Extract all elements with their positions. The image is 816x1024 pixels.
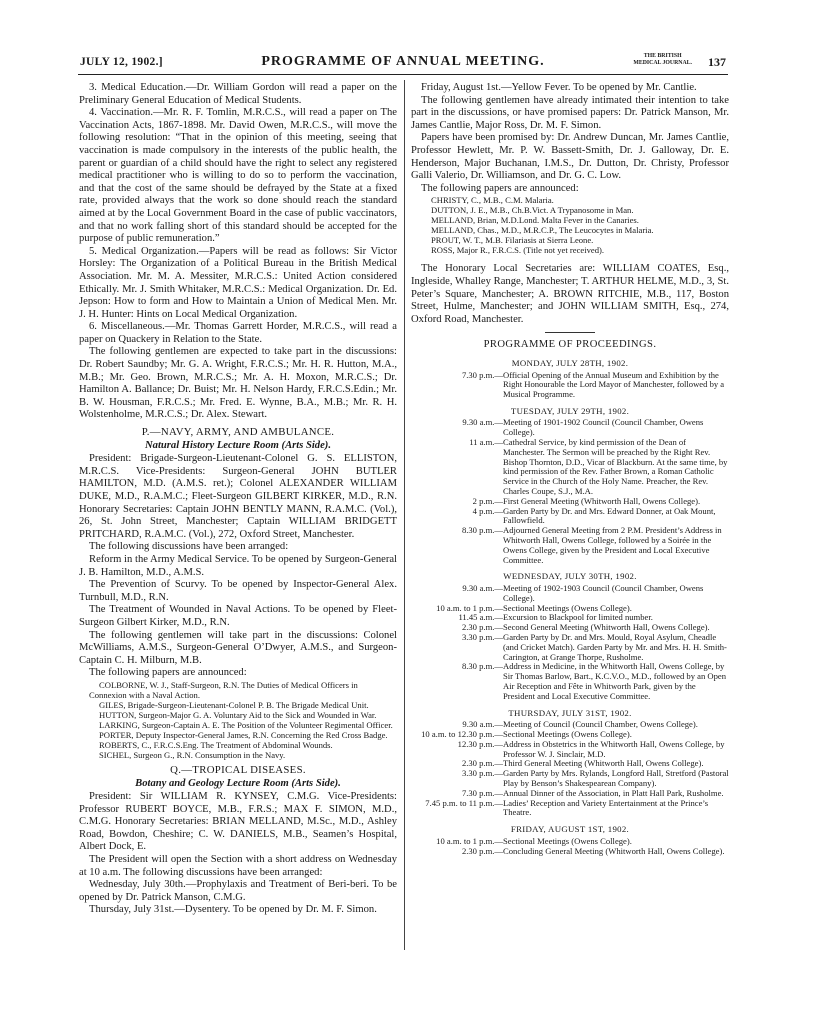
programme-event xyxy=(411,507,729,527)
programme-event xyxy=(411,799,729,819)
event-time: 12.30 p.m.— xyxy=(457,738,503,749)
programme-event xyxy=(411,847,729,857)
paper-entry: DUTTON, J. E., M.B., Ch.B.Vict. A Trypanosome in Man. xyxy=(431,205,634,216)
section-p-papers-intro: The following papers are announced: xyxy=(89,667,247,679)
event-description: Sectional Meetings (Owens College). xyxy=(503,728,632,739)
event-time: 8.30 p.m.— xyxy=(461,661,503,672)
event-time: 7.30 p.m.— xyxy=(461,787,503,798)
event-description: Sectional Meetings (Owens College). xyxy=(503,602,632,613)
event-time: 9.30 a.m.— xyxy=(462,583,503,594)
event-time: 7.30 p.m.— xyxy=(461,369,503,380)
event-description: Concluding General Meeting (Whitworth Hall, Owens College). xyxy=(503,845,725,856)
event-time: 2.30 p.m.— xyxy=(461,845,503,856)
section-q-promised-papers: Papers have been promised by: Dr. Andrew Duncan, Mr. James Cantlie, Professor Hewlett, Mr. P. W. Bassett-Smith, Dr. J. Galloway, Dr. E. Henderson, Major Buchanan, I.M.S., Dr. Dutton, Dr. Christy, Professor Galli Valerio, Dr. Williamson, and Dr. G. C. Low. xyxy=(411,132,729,182)
left-column xyxy=(79,82,397,917)
event-description: Address in Medicine, in the Whitworth Hall, Owens College, by Sir Thomas Barlow, Bart., K.C.V.O., M.D., followed by an Open Air Reception and Fête in Whitworth Park, given by the President and Local Executive Committee. xyxy=(503,661,727,701)
event-time: 10 a.m. to 1 p.m.— xyxy=(436,835,503,846)
event-description: Sectional Meetings (Owens College). xyxy=(503,835,632,846)
programme-day-heading: MONDAY, JULY 28TH, 1902. xyxy=(511,357,629,368)
programme-of-proceedings xyxy=(411,357,729,856)
section-p-discussions-intro: The following discussions have been arranged: xyxy=(89,541,289,553)
section-p-discussion-3: The Treatment of Wounded in Naval Actions. To be opened by Fleet-Surgeon Gilbert Kirker, M.D., R.N. xyxy=(79,604,397,628)
section-q-wednesday: Wednesday, July 30th.—Prophylaxis and Treatment of Beri-beri. To be opened by Dr. Patrick Manson, C.M.G. xyxy=(79,879,397,903)
programme-event xyxy=(411,740,729,760)
paragraph-medical-education: 3. Medical Education.—Dr. William Gordon will read a paper on the Preliminary General Education of Medical Students. xyxy=(79,82,397,106)
section-p-title: P.—NAVY, ARMY, AND AMBULANCE. xyxy=(141,426,335,439)
event-description: Garden Party by Mrs. Rylands, Longford Hall, Stretford (Pastoral Play by Benson’s Shakespearean Company). xyxy=(503,768,729,788)
event-time: 8.30 p.m.— xyxy=(461,525,503,536)
event-description: Excursion to Blackpool for limited number. xyxy=(503,612,653,623)
page-number: 137 xyxy=(708,55,726,69)
section-p-officers: President: Brigade-Surgeon-Lieutenant-Colonel G. S. ELLISTON, M.R.C.S. Vice-Presidents: Surgeon-General JOHN BUTLER HAMILTON, M.D. (A.M.S. ret.); Colonel ALEXANDER WILLIAM DUKE, M.D., R.A.M.C.; Fleet-Surgeon GILBERT KIRKER, M.D., R.N. Honorary Secretaries: Captain JOHN BENTLY MANN, R.A.M.C. (Vol.), 26, St. John Street, Manchester; Captain WILLIAM BRIDGETT PRITCHARD, R.A.M.C. (Vol.), 272, Oxford Street, Manchester. xyxy=(79,453,397,540)
event-description: Ladies’ Reception and Variety Entertainment at the Prince’s Theatre. xyxy=(503,797,709,818)
event-description: Third General Meeting (Whitworth Hall, Owens College). xyxy=(503,758,704,769)
event-time: 9.30 a.m.— xyxy=(462,417,503,428)
event-description: Annual Dinner of the Association, in Platt Hall Park, Rusholme. xyxy=(503,787,724,798)
event-time: 7.45 p.m. to 11 p.m.— xyxy=(425,797,503,808)
event-description: Cathedral Service, by kind permission of the Dean of Manchester. The Sermon will be preached by the Right Rev. Bishop Thornton, D.D., Vicar of Blackburn. At the same time, by kind permission of the Rev. Father Brown, a Roman Catholic Service in the Church of the Holy Name. Preacher, the Rev. Charles Coupe, S.J., M.A. xyxy=(503,437,728,497)
section-p-discussion-1: Reform in the Army Medical Service. To be opened by Surgeon-General J. B. Hamilton, M.D., A.M.S. xyxy=(79,553,397,578)
paper-entry: HUTTON, Surgeon-Major G. A. Voluntary Aid to the Sick and Wounded in War. xyxy=(99,709,377,720)
programme-event xyxy=(411,662,729,701)
paper-entry: MELLAND, Brian, M.D.Lond. Malta Fever in the Canaries. xyxy=(431,215,639,226)
paragraph-vaccination: 4. Vaccination.—Mr. R. F. Tomlin, M.R.C.S., will read a paper on The Vaccination Acts, 1867-1898. Mr. David Owen, M.R.C.S., will move the following resolution: “That in the opinion of this meeting, seeing that vaccination is made compulsory in the interests of the public health, the parent or guardian of a child should have the right to select any registered medical practitioner who is willing to do so to perform the vaccination, and that the cost of the same should be defrayed by the State at a fixed rate, provided always that the work so done should reach the standard aimed at by the Local Government Board in the case of public vaccinators, and that no work falling short of this standard should be accepted for the purpose of public remuneration.” xyxy=(79,107,397,245)
right-column xyxy=(411,82,729,856)
column-divider xyxy=(404,80,405,950)
header-title: PROGRAMME OF ANNUAL MEETING. xyxy=(261,54,545,69)
event-time: 11.45 a.m.— xyxy=(458,612,503,623)
event-description: Address in Obstetrics in the Whitworth Hall, Owens College, by Professor W. J. Sinclair, M.D. xyxy=(503,738,725,759)
event-time: 2.30 p.m.— xyxy=(461,758,503,769)
programme-day-heading: FRIDAY, AUGUST 1ST, 1902. xyxy=(510,824,630,835)
event-description: Meeting of 1901-1902 Council (Council Chamber, Owens College). xyxy=(503,417,704,438)
event-time: 10 a.m. to 1 p.m.— xyxy=(436,602,503,613)
programme-event xyxy=(411,418,729,438)
journal-name xyxy=(633,53,692,67)
event-time: 2.30 p.m.— xyxy=(461,622,503,633)
event-description: Garden Party by Dr. and Mrs. Edward Donner, at Oak Mount, Fallowfield. xyxy=(503,505,716,526)
journal-line-2: MEDICAL JOURNAL. xyxy=(633,60,692,66)
header-date: JULY 12, 1902.] xyxy=(80,56,163,68)
event-description: Adjourned General Meeting from 2 P.M. President’s Address in Whitworth Hall, Owens College, followed by a Soirée in the Owens College, given by the President and Local Executive Committee. xyxy=(503,525,722,565)
section-p-paper-list xyxy=(79,680,397,760)
section-p-discussion-2: The Prevention of Scurvy. To be opened by Inspector-General Alex. Turnbull, M.D., R.N. xyxy=(79,579,397,603)
local-secretaries: The Honorary Local Secretaries are: WILLIAM COATES, Esq., Ingleside, Whalley Range, Manchester; T. ARTHUR HELME, M.D., 3, St. Peter’s Square, Manchester; A. BROWN RITCHIE, M.B., 117, Boston Street, Hulme, Manchester; and JOHN WILLIAM SMITH, Esq., 274, Oxford Road, Manchester. xyxy=(411,263,729,325)
event-time: 3.30 p.m.— xyxy=(461,632,503,643)
paragraph-discussants: The following gentlemen are expected to take part in the discussions: Dr. Robert Saundby; Mr. G. A. Wright, F.R.C.S.; Mr. H. R. Hutton, M.A., M.B.; Mr. Geo. Brown, M.R.C.S.; Mr. A. H. Moxon, M.R.C.S.; Dr. Hamilton A. Ballance; Dr. Buist; Mr. H. Nelson Hardy, F.R.C.S.Edin.; Mr. B. W. Housman, F.R.C.S.; Mr. Fred. E. Wynne, B.A., M.B.; Mr. R. H. Wolstenholme, M.R.C.S.; Dr. Alex. Stewart. xyxy=(79,346,397,421)
section-q-friday: Friday, August 1st.—Yellow Fever. To be opened by Mr. Cantlie. xyxy=(421,82,697,93)
programme-day-heading: THURSDAY, JULY 31ST, 1902. xyxy=(508,707,632,718)
event-description: First General Meeting (Whitworth Hall, Owens College). xyxy=(503,495,701,506)
section-p-participants: The following gentlemen will take part in the discussions: Colonel McWilliams, A.M.S., Surgeon-General O’Dwyer, A.M.S., and Surgeon-Captain C. H. Milburn, M.B. xyxy=(79,629,397,666)
event-time: 11 a.m.— xyxy=(469,437,503,448)
section-p-room: Natural History Lecture Room (Arts Side). xyxy=(145,439,331,451)
section-q-officers: President: Sir WILLIAM R. KYNSEY, C.M.G. Vice-Presidents: Professor RUBERT BOYCE, M.B., F.R.S.; MAX F. SIMON, M.D., C.M.G. Honorary Secretaries: BRIAN MELLAND, M.Sc., M.D., Ashley Road, Bowdon, Cheshire; C. W. DANIELS, M.B., Seamen’s Hospital, Albert Dock, E. xyxy=(79,791,397,853)
programme-event xyxy=(411,438,729,497)
event-time: 10 a.m. to 12.30 p.m.— xyxy=(421,728,503,739)
section-q-thursday: Thursday, July 31st.—Dysentery. To be opened by Dr. M. F. Simon. xyxy=(89,904,377,916)
section-q-papers-intro: The following papers are announced: xyxy=(421,182,579,194)
programme-event xyxy=(411,633,729,662)
section-q-title: Q.—TROPICAL DISEASES. xyxy=(170,763,306,776)
paragraph-miscellaneous: 6. Miscellaneous.—Mr. Thomas Garrett Horder, M.R.C.S., will read a paper on Quackery in Relation to the State. xyxy=(79,321,397,345)
paragraph-medical-organization: 5. Medical Organization.—Papers will be read as follows: Sir Victor Horsley: The Organization of a Political Bureau in the British Medical Association. Mr. M. A. Messiter, M.R.C.S.: United Action considered Ethically. Mr. J. Smith Whitaker, M.R.C.S.: Medical Organization. Dr. Ed. Jepson: How to form and How to Maintain a Union of Medical Men. Mr. J. H. Hunter: Hints on Local Medical Organization. xyxy=(79,245,397,320)
journal-line-1: THE BRITISH xyxy=(643,53,682,59)
programme-title: PROGRAMME OF PROCEEDINGS. xyxy=(483,339,657,351)
programme-event xyxy=(411,584,729,604)
event-time: 3.30 p.m.— xyxy=(461,768,503,779)
programme-day-heading: WEDNESDAY, JULY 30TH, 1902. xyxy=(503,571,637,582)
event-description: Second General Meeting (Whitworth Hall, Owens College). xyxy=(503,622,710,633)
section-q-paper-list xyxy=(411,195,729,255)
event-description: Meeting of Council (Council Chamber, Owens College). xyxy=(503,719,698,730)
event-description: Garden Party by Dr. and Mrs. Mould, Royal Asylum, Cheadle (and Cricket Match). Garden Party by Mr. and Mrs. H. H. Smith-Carington, at Grange Thorpe, Rusholme. xyxy=(503,632,727,662)
programme-day-heading: TUESDAY, JULY 29TH, 1902. xyxy=(510,405,630,416)
section-q-room: Botany and Geology Lecture Room (Arts Side). xyxy=(135,777,341,789)
paper-entry: COLBORNE, W. J., Staff-Surgeon, R.N. The Duties of Medical Officers in Connexion with a Naval Action. xyxy=(89,679,358,700)
page-header xyxy=(78,52,728,75)
paper-entry: CHRISTY, C., M.B., C.M. Malaria. xyxy=(431,195,554,206)
paper-entry: ROBERTS, C., F.R.C.S.Eng. The Treatment of Abdominal Wounds. xyxy=(99,739,333,750)
event-description: Meeting of 1902-1903 Council (Council Chamber, Owens College). xyxy=(503,583,704,603)
event-time: 9.30 a.m.— xyxy=(462,719,503,730)
programme-event xyxy=(411,371,729,400)
event-time: 4 p.m.— xyxy=(472,505,503,516)
paper-entry: SICHEL, Surgeon G., R.N. Consumption in the Navy. xyxy=(99,749,286,760)
event-description: Official Opening of the Annual Museum and Exhibition by the Right Honourable the Lord Mayor of Manchester, followed by a Musical Programme. xyxy=(503,369,725,400)
section-q-opening: The President will open the Section with a short address on Wednesday at 10 a.m. The following discussions have been arranged: xyxy=(79,854,397,878)
section-q-participants: The following gentlemen have already intimated their intention to take part in the discussions, or have promised papers: Dr. Patrick Manson, Mr. James Cantlie, Major Ross, Dr. M. F. Simon. xyxy=(411,94,729,131)
event-time: 2 p.m.— xyxy=(472,495,503,506)
paper-entry: GILES, Brigade-Surgeon-Lieutenant-Colonel P. B. The Brigade Medical Unit. xyxy=(99,699,369,710)
programme-event xyxy=(411,769,729,789)
separator-rule xyxy=(545,332,595,333)
paper-entry: MELLAND, Chas., M.D., M.R.C.P., The Leucocytes in Malaria. xyxy=(431,225,654,236)
paper-entry: ROSS, Major R., F.R.C.S. (Title not yet received). xyxy=(431,245,605,256)
paper-entry: PROUT, W. T., M.B. Filariasis at Sierra Leone. xyxy=(431,235,594,246)
programme-event xyxy=(411,526,729,565)
paper-entry: LARKING, Surgeon-Captain A. E. The Position of the Volunteer Regimental Officer. xyxy=(99,719,393,730)
paper-entry: PORTER, Deputy Inspector-General James, R.N. Concerning the Red Cross Badge. xyxy=(99,729,388,740)
